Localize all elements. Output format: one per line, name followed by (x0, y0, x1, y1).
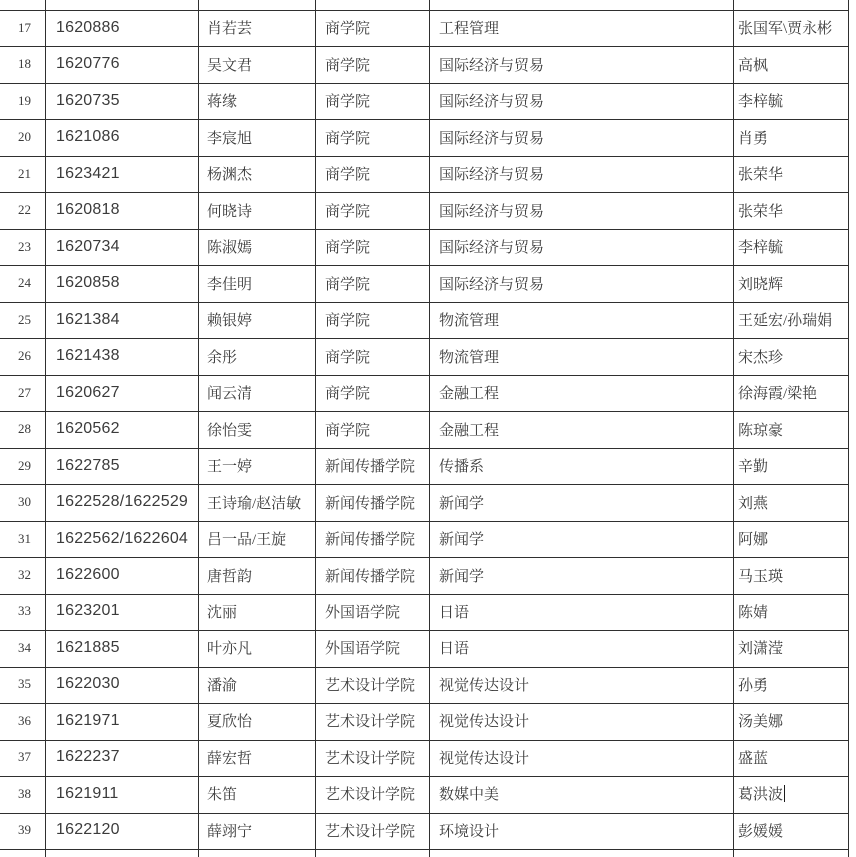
cell-student-id[interactable]: 1620858 (46, 266, 199, 301)
cell-advisor[interactable]: 王延宏/孙瑞娟 (734, 303, 849, 338)
cell-name[interactable]: 潘渝 (199, 668, 316, 703)
cell-row-number[interactable]: 30 (0, 485, 46, 520)
table-row (0, 47, 849, 83)
cell-advisor[interactable]: 张荣华 (734, 193, 849, 228)
cell-name[interactable]: 吕一品/王旋 (199, 522, 316, 557)
cell-major[interactable]: 新闻学 (430, 485, 734, 520)
cell-college[interactable]: 商学院 (316, 230, 430, 265)
cell-student-id[interactable]: 1621438 (46, 339, 199, 374)
cell-advisor[interactable]: 葛洪波 (734, 777, 849, 812)
cell-name[interactable]: 王一婷 (199, 449, 316, 484)
cell-student-id[interactable]: 1620818 (46, 193, 199, 228)
cell-major[interactable]: 工程管理 (430, 11, 734, 46)
table-row (0, 339, 849, 375)
cell-row-number[interactable]: 34 (0, 631, 46, 666)
cell-name[interactable]: 赖银婷 (199, 303, 316, 338)
table-row (0, 449, 849, 485)
cell-major[interactable]: 新闻学 (430, 558, 734, 593)
cell-student-id[interactable]: 1621086 (46, 120, 199, 155)
cell-college[interactable]: 艺术设计学院 (316, 704, 430, 739)
table-row (0, 157, 849, 193)
cell-major[interactable]: 国际经济与贸易 (430, 47, 734, 82)
cell-major[interactable]: 视觉传达设计 (430, 668, 734, 703)
cell-college[interactable]: 商学院 (316, 339, 430, 374)
cell-major[interactable] (430, 850, 734, 857)
cell-row-number[interactable]: 32 (0, 558, 46, 593)
cell-student-id[interactable]: 1620627 (46, 376, 199, 411)
cell-student-id[interactable]: 1621971 (46, 704, 199, 739)
cell-major[interactable]: 国际经济与贸易 (430, 120, 734, 155)
cell-row-number[interactable]: 22 (0, 193, 46, 228)
table-row (0, 412, 849, 448)
cell-advisor[interactable]: 刘晓辉 (734, 266, 849, 301)
cell-major[interactable]: 物流管理 (430, 339, 734, 374)
cell-major[interactable]: 国际经济与贸易 (430, 157, 734, 192)
cell-student-id[interactable]: 1620562 (46, 412, 199, 447)
cell-college[interactable]: 商学院 (316, 157, 430, 192)
cell-college[interactable]: 艺术设计学院 (316, 741, 430, 776)
table-row (0, 303, 849, 339)
cell-advisor[interactable]: 陈婧 (734, 595, 849, 630)
cell-row-number[interactable]: 17 (0, 11, 46, 46)
cell-student-id[interactable]: 1620735 (46, 84, 199, 119)
cell-advisor[interactable]: 刘潇滢 (734, 631, 849, 666)
cell-advisor[interactable]: 刘燕 (734, 485, 849, 520)
cell-name[interactable] (199, 850, 316, 857)
cell-major[interactable]: 环境设计 (430, 814, 734, 849)
cell-major[interactable]: 国际经济与贸易 (430, 84, 734, 119)
table-row (0, 193, 849, 229)
cell-row-number[interactable]: 20 (0, 120, 46, 155)
cell-student-id[interactable]: 1621911 (46, 777, 199, 812)
cell-college[interactable]: 外国语学院 (316, 631, 430, 666)
cell-college[interactable]: 新闻传播学院 (316, 522, 430, 557)
cell-major[interactable]: 金融工程 (430, 376, 734, 411)
partial-row-top (0, 0, 849, 11)
cell-name[interactable]: 蒋缘 (199, 84, 316, 119)
cell-name[interactable]: 余彤 (199, 339, 316, 374)
cell-college[interactable]: 新闻传播学院 (316, 558, 430, 593)
cell-name[interactable]: 何晓诗 (199, 193, 316, 228)
cell-row-number[interactable]: 24 (0, 266, 46, 301)
cell-row-number[interactable]: 26 (0, 339, 46, 374)
cell-college[interactable]: 商学院 (316, 120, 430, 155)
table-row (0, 376, 849, 412)
cell-advisor[interactable]: 阿娜 (734, 522, 849, 557)
table-row (0, 631, 849, 667)
cell-major[interactable]: 日语 (430, 595, 734, 630)
cell-major[interactable]: 视觉传达设计 (430, 704, 734, 739)
cell-student-id[interactable]: 1621384 (46, 303, 199, 338)
cell-row-number[interactable]: 38 (0, 777, 46, 812)
cell-college[interactable] (316, 0, 430, 10)
cell-advisor[interactable]: 彭媛媛 (734, 814, 849, 849)
cell-row-number[interactable]: 29 (0, 449, 46, 484)
cell-college[interactable]: 艺术设计学院 (316, 814, 430, 849)
cell-college[interactable]: 商学院 (316, 47, 430, 82)
table-row (0, 558, 849, 594)
cell-college[interactable]: 新闻传播学院 (316, 485, 430, 520)
cell-advisor[interactable] (734, 0, 849, 10)
table-row (0, 266, 849, 302)
table-row (0, 595, 849, 631)
cell-student-id[interactable]: 1622030 (46, 668, 199, 703)
cell-name[interactable]: 肖若芸 (199, 11, 316, 46)
cell-row-number[interactable]: 33 (0, 595, 46, 630)
cell-row-number[interactable] (0, 0, 46, 10)
cell-name[interactable]: 李宸旭 (199, 120, 316, 155)
cell-name[interactable]: 薛宏哲 (199, 741, 316, 776)
cell-advisor[interactable]: 辛勤 (734, 449, 849, 484)
table-row (0, 704, 849, 740)
cell-row-number[interactable]: 19 (0, 84, 46, 119)
table-row (0, 230, 849, 266)
cell-student-id[interactable]: 1623201 (46, 595, 199, 630)
cell-row-number[interactable]: 25 (0, 303, 46, 338)
cell-college[interactable]: 商学院 (316, 11, 430, 46)
cell-major[interactable]: 日语 (430, 631, 734, 666)
cell-student-id[interactable]: 1620776 (46, 47, 199, 82)
cell-advisor[interactable]: 宋杰珍 (734, 339, 849, 374)
cell-major[interactable]: 数媒中美 (430, 777, 734, 812)
cell-advisor[interactable]: 陈琼豪 (734, 412, 849, 447)
cell-student-id[interactable]: 1622600 (46, 558, 199, 593)
cell-advisor[interactable]: 张荣华 (734, 157, 849, 192)
cell-advisor[interactable]: 张国军\贾永彬 (734, 11, 849, 46)
cell-name[interactable]: 夏欣怡 (199, 704, 316, 739)
cell-major[interactable]: 视觉传达设计 (430, 741, 734, 776)
cell-name[interactable]: 徐怡雯 (199, 412, 316, 447)
table-row (0, 522, 849, 558)
cell-row-number[interactable]: 35 (0, 668, 46, 703)
cell-name[interactable]: 唐哲韵 (199, 558, 316, 593)
cell-name[interactable]: 王诗瑜/赵洁敏 (199, 485, 316, 520)
cell-college[interactable]: 商学院 (316, 193, 430, 228)
cell-name[interactable]: 闻云清 (199, 376, 316, 411)
cell-name[interactable]: 陈淑嫣 (199, 230, 316, 265)
text-cursor (784, 785, 785, 802)
cell-college[interactable]: 商学院 (316, 84, 430, 119)
cell-major[interactable]: 金融工程 (430, 412, 734, 447)
cell-advisor[interactable]: 孙勇 (734, 668, 849, 703)
table-row (0, 84, 849, 120)
cell-name[interactable]: 朱笛 (199, 777, 316, 812)
cell-college[interactable]: 艺术设计学院 (316, 668, 430, 703)
cell-college[interactable]: 艺术设计学院 (316, 777, 430, 812)
table-row (0, 120, 849, 156)
cell-major[interactable]: 国际经济与贸易 (430, 193, 734, 228)
cell-student-id[interactable]: 1622528/1622529 (46, 485, 199, 520)
cell-college[interactable]: 外国语学院 (316, 595, 430, 630)
cell-name[interactable]: 李佳明 (199, 266, 316, 301)
cell-student-id[interactable]: 1623421 (46, 157, 199, 192)
table-row (0, 741, 849, 777)
cell-major[interactable]: 新闻学 (430, 522, 734, 557)
table-row (0, 11, 849, 47)
cell-college[interactable]: 商学院 (316, 376, 430, 411)
cell-advisor[interactable]: 徐海霞/梁艳 (734, 376, 849, 411)
cell-student-id[interactable]: 1622120 (46, 814, 199, 849)
cell-row-number[interactable]: 31 (0, 522, 46, 557)
table-row (0, 668, 849, 704)
cell-college[interactable]: 商学院 (316, 412, 430, 447)
cell-row-number[interactable]: 36 (0, 704, 46, 739)
cell-advisor[interactable]: 盛蓝 (734, 741, 849, 776)
cell-row-number[interactable]: 21 (0, 157, 46, 192)
cell-advisor[interactable]: 马玉瑛 (734, 558, 849, 593)
partial-row-bottom (0, 850, 849, 857)
cell-college[interactable]: 商学院 (316, 303, 430, 338)
cell-row-number[interactable]: 37 (0, 741, 46, 776)
cell-student-id[interactable]: 1622237 (46, 741, 199, 776)
cell-row-number[interactable]: 27 (0, 376, 46, 411)
cell-row-number[interactable] (0, 850, 46, 857)
table-row (0, 485, 849, 521)
cell-student-id[interactable]: 1620886 (46, 11, 199, 46)
cell-advisor[interactable]: 肖勇 (734, 120, 849, 155)
cell-college[interactable]: 新闻传播学院 (316, 449, 430, 484)
cell-major[interactable]: 国际经济与贸易 (430, 266, 734, 301)
cell-student-id[interactable]: 1621885 (46, 631, 199, 666)
cell-student-id[interactable]: 1622562/1622604 (46, 522, 199, 557)
cell-name[interactable]: 沈丽 (199, 595, 316, 630)
cell-row-number[interactable]: 28 (0, 412, 46, 447)
cell-name[interactable]: 叶亦凡 (199, 631, 316, 666)
cell-advisor[interactable]: 汤美娜 (734, 704, 849, 739)
cell-name[interactable]: 吴文君 (199, 47, 316, 82)
cell-name[interactable] (199, 0, 316, 10)
cell-row-number[interactable]: 23 (0, 230, 46, 265)
cell-name[interactable]: 杨渊杰 (199, 157, 316, 192)
table-row (0, 777, 849, 813)
cell-major[interactable]: 传播系 (430, 449, 734, 484)
table-row (0, 814, 849, 850)
cell-row-number[interactable]: 39 (0, 814, 46, 849)
cell-major[interactable]: 物流管理 (430, 303, 734, 338)
cell-row-number[interactable]: 18 (0, 47, 46, 82)
cell-college[interactable] (316, 850, 430, 857)
cell-advisor[interactable]: 李梓毓 (734, 84, 849, 119)
cell-advisor[interactable]: 高枫 (734, 47, 849, 82)
cell-college[interactable]: 商学院 (316, 266, 430, 301)
cell-student-id[interactable]: 1622785 (46, 449, 199, 484)
cell-name[interactable]: 薛翊宁 (199, 814, 316, 849)
cell-advisor[interactable]: 李梓毓 (734, 230, 849, 265)
cell-student-id[interactable] (46, 850, 199, 857)
cell-student-id[interactable]: 1620734 (46, 230, 199, 265)
cell-major[interactable]: 国际经济与贸易 (430, 230, 734, 265)
cell-major[interactable] (430, 0, 734, 10)
cell-advisor[interactable] (734, 850, 849, 857)
cell-student-id[interactable] (46, 0, 199, 10)
